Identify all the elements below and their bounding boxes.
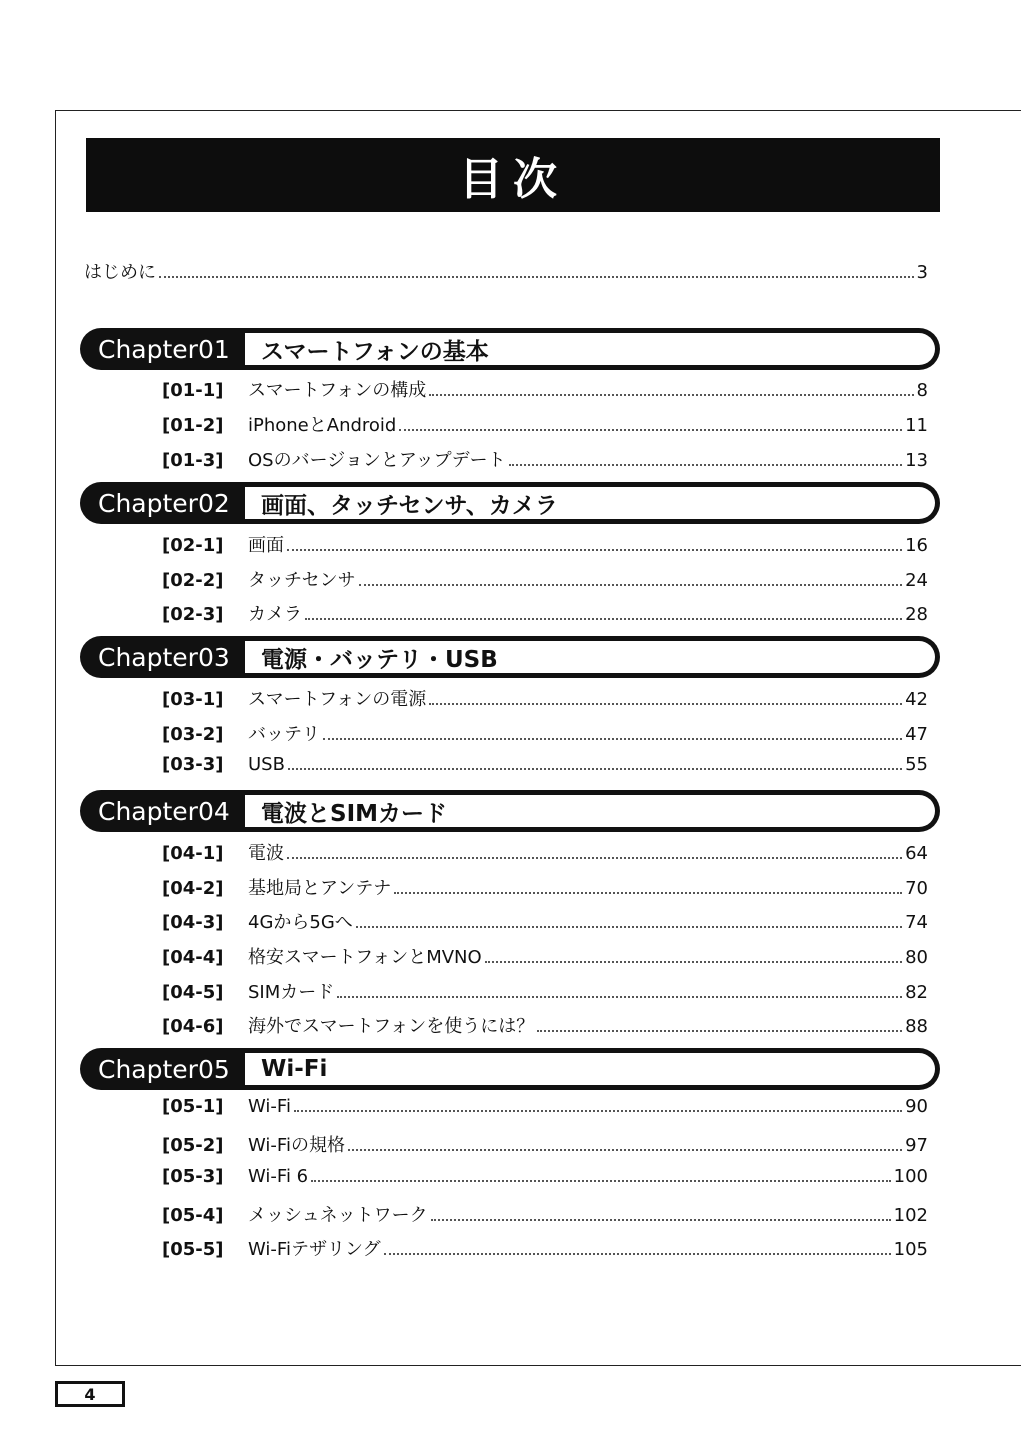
entry-code: [03-1] [162, 689, 224, 710]
entry-title: 画面 [248, 535, 284, 556]
toc-title: 目次 [459, 154, 567, 205]
dot-leader [429, 703, 902, 705]
entry-code: [02-3] [162, 604, 224, 625]
dot-leader [323, 738, 902, 740]
entry-page: 8 [916, 380, 928, 401]
dot-leader [356, 926, 902, 928]
entry-code: [05-5] [162, 1239, 224, 1260]
toc-entry-04-4[interactable] [162, 943, 928, 973]
toc-entry-01-2[interactable] [162, 411, 928, 441]
dot-leader [337, 996, 902, 998]
toc-entry-04-5[interactable] [162, 978, 928, 1008]
chapter-title: 電波とSIMカード [245, 795, 935, 827]
entry-title: USB [248, 754, 285, 775]
entry-title: カメラ [248, 604, 302, 625]
chapter-header-01[interactable] [80, 328, 940, 370]
dot-leader [384, 1253, 891, 1255]
entry-page: 42 [905, 689, 928, 710]
dot-leader [294, 1110, 902, 1112]
chapter-header-04[interactable] [80, 790, 940, 832]
dot-leader [431, 1219, 891, 1221]
entry-code: [02-1] [162, 535, 224, 556]
dot-leader [305, 618, 902, 620]
entry-page: 82 [905, 982, 928, 1003]
chapter-label: Chapter05 [98, 1054, 230, 1084]
entry-code: [04-6] [162, 1016, 224, 1037]
entry-page: 80 [905, 947, 928, 968]
chapter-header-03[interactable] [80, 636, 940, 678]
entry-code: [04-5] [162, 982, 224, 1003]
entry-title: スマートフォンの電源 [248, 689, 427, 710]
entry-title: OSのバージョンとアップデート [248, 450, 506, 471]
entry-title: 電波 [248, 843, 284, 864]
entry-title: タッチセンサ [248, 570, 356, 591]
entry-code: [05-3] [162, 1166, 224, 1187]
entry-title: スマートフォンの構成 [248, 380, 427, 401]
entry-page: 47 [905, 724, 928, 745]
dot-leader [399, 429, 902, 431]
entry-title: Wi-Fiの規格 [248, 1135, 345, 1156]
toc-intro-entry[interactable] [84, 258, 928, 286]
intro-page: 3 [916, 262, 928, 283]
entry-code: [05-2] [162, 1135, 224, 1156]
dot-leader [509, 464, 902, 466]
chapter-title: スマートフォンの基本 [245, 333, 935, 365]
entry-title: Wi-Fi [248, 1096, 291, 1117]
dot-leader [159, 276, 914, 278]
chapter-title: 電源・バッテリ・USB [245, 641, 935, 673]
toc-title-bar [86, 138, 940, 212]
toc-entry-04-2[interactable] [162, 874, 928, 904]
entry-code: [03-3] [162, 754, 224, 775]
chapter-title: Wi-Fi [245, 1053, 935, 1085]
toc-entry-04-1[interactable] [162, 839, 928, 869]
dot-leader [348, 1149, 902, 1151]
toc-entry-04-6[interactable] [162, 1012, 928, 1042]
entry-page: 88 [905, 1016, 928, 1037]
entry-code: [04-4] [162, 947, 224, 968]
page-number: 4 [84, 1384, 96, 1404]
entry-title: 格安スマートフォンとMVNO [248, 947, 482, 968]
toc-entry-01-1[interactable] [162, 376, 928, 406]
dot-leader [537, 1030, 902, 1032]
entry-code: [01-1] [162, 380, 224, 401]
entry-page: 55 [905, 754, 928, 775]
entry-page: 74 [905, 912, 928, 933]
entry-page: 24 [905, 570, 928, 591]
dot-leader [429, 394, 913, 396]
entry-code: [04-2] [162, 878, 224, 899]
entry-title: SIMカード [248, 982, 335, 1003]
toc-entry-05-3[interactable] [162, 1166, 928, 1196]
chapter-label: Chapter04 [98, 796, 230, 826]
entry-code: [05-1] [162, 1096, 224, 1117]
entry-code: [04-1] [162, 843, 224, 864]
toc-entry-05-2[interactable] [162, 1131, 928, 1161]
toc-entry-02-3[interactable] [162, 600, 928, 630]
entry-page: 28 [905, 604, 928, 625]
entry-title: メッシュネットワーク [248, 1205, 428, 1226]
dot-leader [287, 857, 902, 859]
chapter-label: Chapter01 [98, 334, 230, 364]
entry-page: 64 [905, 843, 928, 864]
dot-leader [359, 584, 902, 586]
entry-title: 基地局とアンテナ [248, 878, 392, 899]
chapter-header-05[interactable] [80, 1048, 940, 1090]
entry-page: 102 [893, 1205, 928, 1226]
chapter-title: 画面、タッチセンサ、カメラ [245, 487, 935, 519]
entry-title: バッテリ [248, 724, 320, 745]
entry-page: 16 [905, 535, 928, 556]
entry-page: 105 [893, 1239, 928, 1260]
toc-entry-03-3[interactable] [162, 754, 928, 784]
toc-entry-05-1[interactable] [162, 1096, 928, 1126]
toc-entry-03-1[interactable] [162, 685, 928, 715]
entry-page: 13 [905, 450, 928, 471]
entry-page: 97 [905, 1135, 928, 1156]
page-number-box [55, 1381, 125, 1407]
toc-entry-01-3[interactable] [162, 446, 928, 476]
entry-code: [05-4] [162, 1205, 224, 1226]
chapter-label: Chapter02 [98, 488, 230, 518]
entry-code: [04-3] [162, 912, 224, 933]
dot-leader [287, 549, 902, 551]
entry-page: 70 [905, 878, 928, 899]
entry-code: [01-2] [162, 415, 224, 436]
dot-leader [288, 768, 902, 770]
entry-code: [02-2] [162, 570, 224, 591]
dot-leader [485, 961, 902, 963]
entry-page: 11 [905, 415, 928, 436]
entry-code: [03-2] [162, 724, 224, 745]
toc-entry-02-2[interactable] [162, 566, 928, 596]
toc-entry-03-2[interactable] [162, 720, 928, 750]
entry-title: iPhoneとAndroid [248, 415, 397, 436]
toc-entry-02-1[interactable] [162, 531, 928, 561]
chapter-label: Chapter03 [98, 642, 230, 672]
dot-leader [394, 892, 902, 894]
entry-title: Wi-Fi 6 [248, 1166, 309, 1187]
entry-title: Wi-Fiテザリング [248, 1239, 381, 1260]
toc-entry-05-4[interactable] [162, 1201, 928, 1231]
entry-title: 海外でスマートフォンを使うには？ [248, 1016, 535, 1037]
chapter-header-02[interactable] [80, 482, 940, 524]
intro-label: はじめに [84, 262, 156, 283]
entry-page: 100 [893, 1166, 928, 1187]
toc-entry-04-3[interactable] [162, 908, 928, 938]
entry-title: 4Gから5Gへ [248, 912, 353, 933]
entry-page: 90 [905, 1096, 928, 1117]
entry-code: [01-3] [162, 450, 224, 471]
toc-entry-05-5[interactable] [162, 1235, 928, 1265]
dot-leader [311, 1180, 891, 1182]
